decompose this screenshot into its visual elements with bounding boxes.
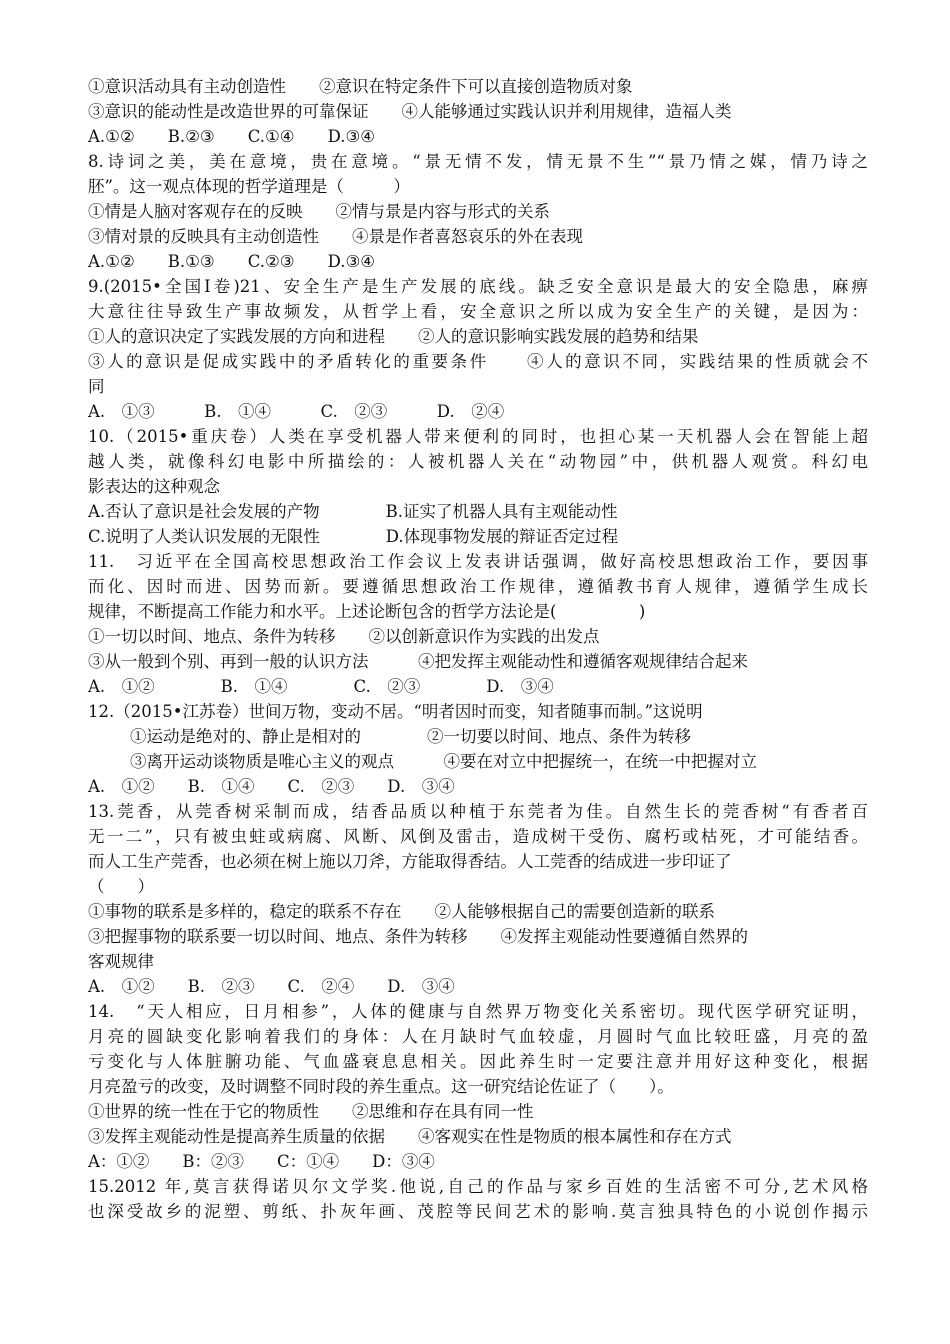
q7-answer-choices: A.①② B.②③ C.①④ D.③④	[88, 127, 376, 146]
q10-stem-line-2: 越人类，就像科幻电影中所描绘的：人被机器人关在“动物园”中，供机器人观赏。科幻电	[88, 452, 868, 471]
q14-answer-choices: A：①② B：②③ C：①④ D：③④	[88, 1152, 435, 1171]
q9-option-line-2: ③人的意识是促成实践中的矛盾转化的重要条件 ④人的意识不同，实践结果的性质就会不	[88, 352, 868, 371]
q14-stem-line-1: 14. “天人相应，日月相参”，人体的健康与自然界万物变化关系密切。现代医学研究证明，	[88, 1002, 868, 1021]
q9-stem-line-2: 大意往往导致生产事故频发，从哲学上看，安全意识之所以成为安全生产的关键，是因为：	[88, 302, 868, 321]
q11-answer-choices: A. ①② B. ①④ C. ②③ D. ③④	[88, 677, 554, 696]
q13-answer-choices: A. ①② B. ②③ C. ②④ D. ③④	[88, 977, 455, 996]
q10-stem-line-1: 10.（2015•重庆卷）人类在享受机器人带来便利的同时，也担心某一天机器人会在智能上超	[88, 427, 868, 446]
q8-option-line-1: ①情是人脑对客观存在的反映 ②情与景是内容与形式的关系	[88, 202, 550, 221]
q11-stem-line-1: 11. 习近平在全国高校思想政治工作会议上发表讲话强调，做好高校思想政治工作，要因事	[88, 552, 868, 571]
q11-stem-line-3: 规律，不断提高工作能力和水平。上述论断包含的哲学方法论是( )	[88, 602, 646, 621]
q12-option-line-1: ①运动是绝对的、静止是相对的 ②一切要以时间、地点、条件为转移	[130, 727, 691, 746]
q8-stem-line-2: 胚”。这一观点体现的哲学道理是（ ）	[88, 177, 410, 196]
q8-stem-line-1: 8.诗词之美，美在意境，贵在意境。“景无情不发，情无景不生”“景乃情之媒，情乃诗之	[88, 152, 868, 171]
q14-stem-line-4: 月亮盈亏的改变，及时调整不同时段的养生重点。这一研究结论佐证了（ ）。	[88, 1077, 674, 1096]
q11-option-line-1: ①一切以时间、地点、条件为转移 ②以创新意识作为实践的出发点	[88, 627, 600, 646]
q13-stem-line-3: 而人工生产莞香，也必须在树上施以刀斧，方能取得香结。人工莞香的结成进一步印证了	[88, 852, 732, 871]
q11-stem-line-2: 而化、因时而进、因势而新。要遵循思想政治工作规律，遵循教书育人规律，遵循学生成长	[88, 577, 868, 596]
q10-stem-line-3: 影表达的这种观念	[88, 477, 220, 496]
q13-option-line-3: 客观规律	[88, 952, 154, 971]
q13-stem-line-1: 13.莞香，从莞香树采制而成，结香品质以种植于东莞者为佳。自然生长的莞香树“有香者百	[88, 802, 868, 821]
q14-option-line-2: ③发挥主观能动性是提高养生质量的依据 ④客观实在性是物质的根本属性和存在方式	[88, 1127, 732, 1146]
q14-stem-line-2: 月亮的圆缺变化影响着我们的身体：人在月缺时气血较虚，月圆时气血比较旺盛，月亮的盈	[88, 1027, 868, 1046]
q11-option-line-2: ③从一般到个别、再到一般的认识方法 ④把发挥主观能动性和遵循客观规律结合起来	[88, 652, 748, 671]
q14-option-line-1: ①世界的统一性在于它的物质性 ②思维和存在具有同一性	[88, 1102, 534, 1121]
q13-stem-line-2: 无一二”，只有被虫蛀或病腐、风断、风倒及雷击，造成树干受伤、腐朽或枯死，才可能结香。	[88, 827, 868, 846]
q7-option-line-2: ③意识的能动性是改造世界的可靠保证 ④人能够通过实践认识并利用规律，造福人类	[88, 102, 732, 121]
q13-stem-line-4: （ ）	[88, 877, 154, 896]
q12-option-line-2: ③离开运动谈物质是唯心主义的观点 ④要在对立中把握统一，在统一中把握对立	[130, 752, 757, 771]
q15-stem-line-1: 15.2012 年,莫言获得诺贝尔文学奖.他说,自己的作品与家乡百姓的生活密不可分,艺术风格	[88, 1177, 868, 1196]
q12-stem-line-1: 12.（2015•江苏卷）世间万物，变动不居。“明者因时而变，知者随事而制。”这说明	[88, 702, 703, 721]
q12-answer-choices: A. ①② B. ①④ C. ②③ D. ③④	[88, 777, 455, 796]
q9-option-line-1: ①人的意识决定了实践发展的方向和进程 ②人的意识影响实践发展的趋势和结果	[88, 327, 699, 346]
q10-option-line-2: C.说明了人类认识发展的无限性 D.体现事物发展的辩证否定过程	[88, 527, 619, 546]
q8-answer-choices: A.①② B.①③ C.②③ D.③④	[88, 252, 376, 271]
q9-answer-choices: A. ①③ B. ①④ C. ②③ D. ②④	[88, 402, 505, 421]
q8-option-line-2: ③情对景的反映具有主动创造性 ④景是作者喜怒哀乐的外在表现	[88, 227, 583, 246]
q10-option-line-1: A.否认了意识是社会发展的产物 B.证实了机器人具有主观能动性	[88, 502, 618, 521]
q7-option-line-1: ①意识活动具有主动创造性 ②意识在特定条件下可以直接创造物质对象	[88, 77, 633, 96]
q9-option-line-3: 同	[88, 377, 105, 396]
q15-stem-line-2: 也深受故乡的泥塑、剪纸、扑灰年画、茂腔等民间艺术的影响.莫言独具特色的小说创作揭示	[88, 1202, 868, 1221]
q14-stem-line-3: 亏变化与人体脏腑功能、气血盛衰息息相关。因此养生时一定要注意并用好这种变化，根据	[88, 1052, 868, 1071]
q13-option-line-1: ①事物的联系是多样的，稳定的联系不存在 ②人能够根据自己的需要创造新的联系	[88, 902, 715, 921]
q13-option-line-2: ③把握事物的联系要一切以时间、地点、条件为转移 ④发挥主观能动性要遵循自然界的	[88, 927, 748, 946]
document-page	[88, 74, 868, 1224]
q9-stem-line-1: 9.(2015•全国Ⅰ卷)21、安全生产是生产发展的底线。缺乏安全意识是最大的安全隐患，麻痹	[88, 277, 868, 296]
